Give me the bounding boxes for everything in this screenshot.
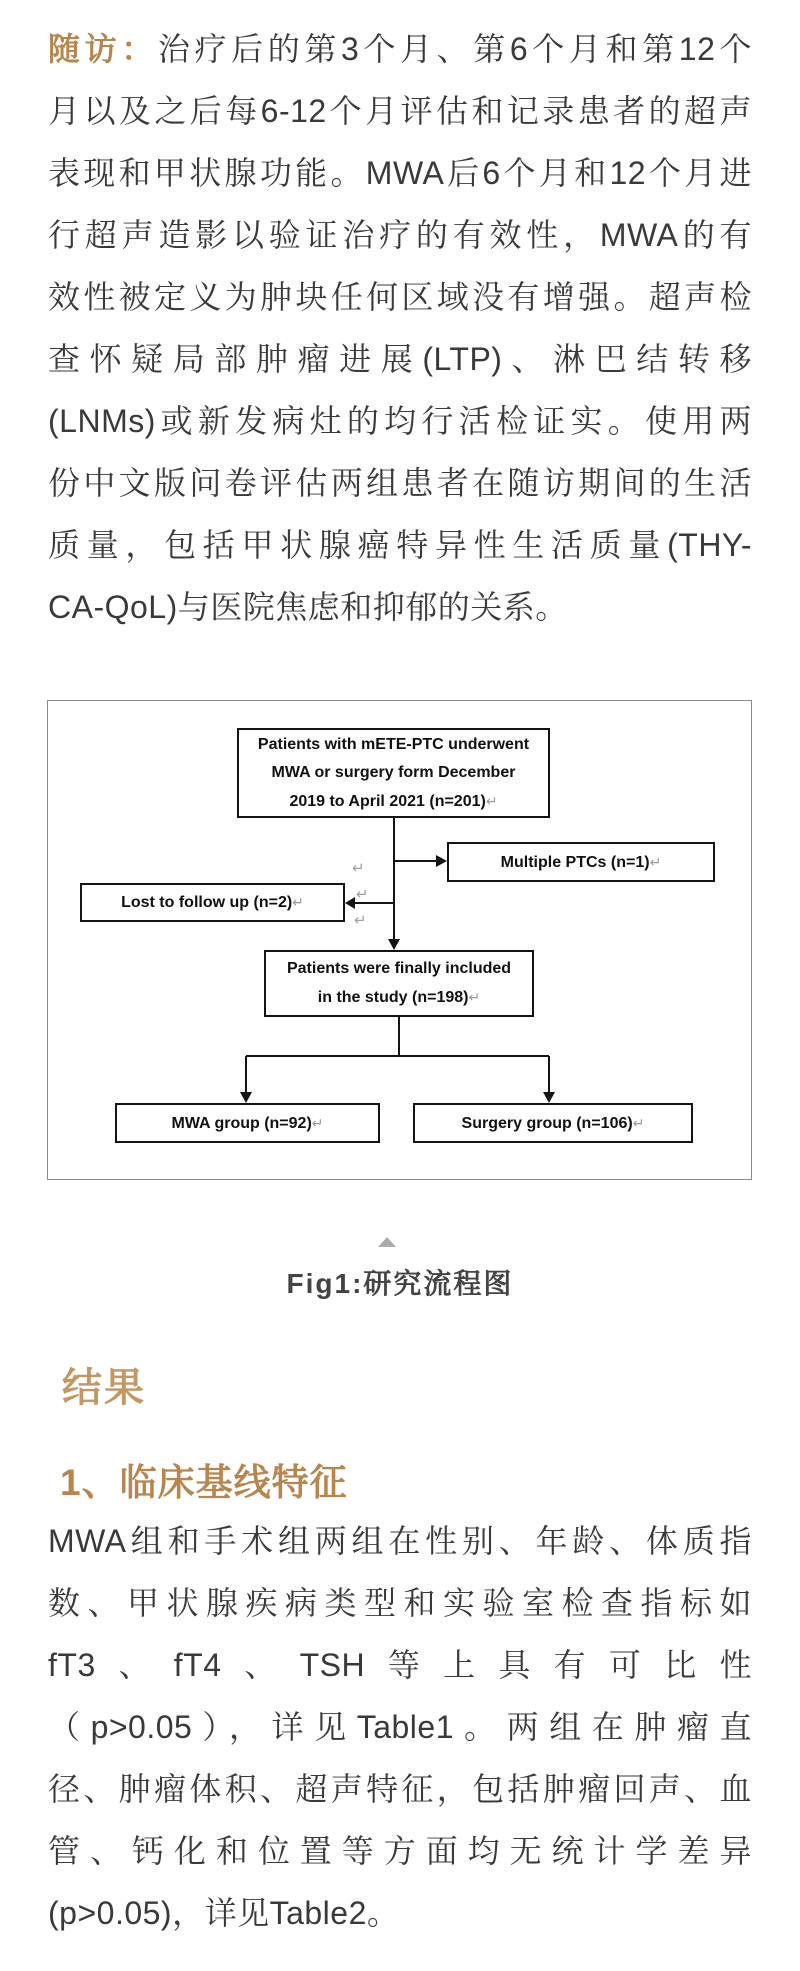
return-mark: ↵ — [649, 853, 662, 870]
text-line: (p>0.05)，详见Table2。 — [48, 1895, 400, 1931]
arrowhead-left-lost — [345, 897, 355, 909]
text-line: CA-QoL)与医院焦虑和抑郁的关系。 — [48, 589, 568, 625]
baseline-subheading: 1、临床基线特征 — [60, 1462, 348, 1503]
return-mark: ↵ — [632, 1114, 645, 1131]
text-line: 行超声造影以验证治疗的有效性，MWA的有 — [48, 217, 752, 253]
return-mark: ↵ — [354, 912, 367, 929]
baseline-paragraph — [48, 1510, 752, 1944]
text-line: MWA组和手术组两组在性别、年龄、体质指 — [48, 1523, 752, 1559]
flow-box-text: Lost to follow up (n=2)↵ — [121, 894, 304, 911]
followup-paragraph — [48, 18, 752, 638]
flow-box-text: Patients with mETE-PTC underwent — [257, 735, 530, 753]
return-mark: ↵ — [311, 1114, 324, 1131]
collapse-triangle-icon[interactable] — [378, 1237, 396, 1247]
text-line: 查怀疑局部肿瘤进展(LTP)、淋巴结转移 — [48, 341, 752, 377]
text-line: （p>0.05），详见Table1。两组在肿瘤直 — [48, 1709, 752, 1745]
text-line: 数、甲状腺疾病类型和实验室检查指标如 — [48, 1585, 752, 1621]
followup-lead-label: 随访： — [48, 31, 158, 67]
arrowhead-down-mwa — [240, 1092, 252, 1103]
flow-box-lost-followup — [80, 883, 345, 922]
results-heading: 结果 — [62, 1364, 146, 1411]
flow-box-text: MWA group (n=92)↵ — [171, 1114, 324, 1132]
text-line: fT3、fT4、TSH等上具有可比性 — [48, 1647, 752, 1683]
text-line: 径、肿瘤体积、超声特征，包括肿瘤回声、血 — [48, 1771, 752, 1807]
text-line: 份中文版问卷评估两组患者在随访期间的生活 — [48, 465, 752, 501]
text-line — [48, 18, 752, 80]
text-line: 质量，包括甲状腺癌特异性生活质量(THY- — [48, 527, 752, 563]
return-mark: ↵ — [352, 860, 365, 877]
text-line: (LNMs)或新发病灶的均行活检证实。使用两 — [48, 403, 752, 439]
text-line: 月以及之后每6-12个月评估和记录患者的超声 — [48, 93, 752, 129]
flow-box-text: 2019 to April 2021 (n=201)↵ — [289, 792, 498, 810]
flow-box-text: Multiple PTCs (n=1)↵ — [500, 853, 662, 871]
flow-box-enrolled — [237, 728, 550, 818]
flow-box-text: Surgery group (n=106)↵ — [461, 1114, 645, 1132]
return-mark: ↵ — [356, 886, 369, 903]
text-line: 表现和甲状腺功能。MWA后6个月和12个月进 — [48, 155, 752, 191]
flow-box-text: in the study (n=198)↵ — [317, 989, 481, 1006]
flow-box-mwa-group — [115, 1103, 380, 1143]
arrowhead-down-surgery — [543, 1092, 555, 1103]
text-line-content: 治疗后的第3个月、第6个月和第12个 — [157, 31, 752, 67]
flow-box-included — [264, 950, 534, 1017]
return-mark: ↵ — [292, 894, 304, 910]
flow-box-surgery-group — [413, 1103, 693, 1143]
return-mark: ↵ — [468, 989, 481, 1005]
text-line: 管、钙化和位置等方面均无统计学差异 — [48, 1833, 752, 1869]
flow-box-multiple-ptcs — [447, 842, 715, 882]
return-mark: ↵ — [485, 792, 498, 809]
flow-box-text: MWA or surgery form December — [271, 763, 516, 781]
text-line: 效性被定义为肿块任何区域没有增强。超声检 — [48, 279, 752, 315]
flow-box-text: Patients were finally included — [286, 960, 512, 977]
arrowhead-down-included — [388, 939, 400, 950]
arrowhead-right-multiple — [436, 855, 447, 867]
figure-caption: Fig1:研究流程图 — [286, 1268, 514, 1299]
